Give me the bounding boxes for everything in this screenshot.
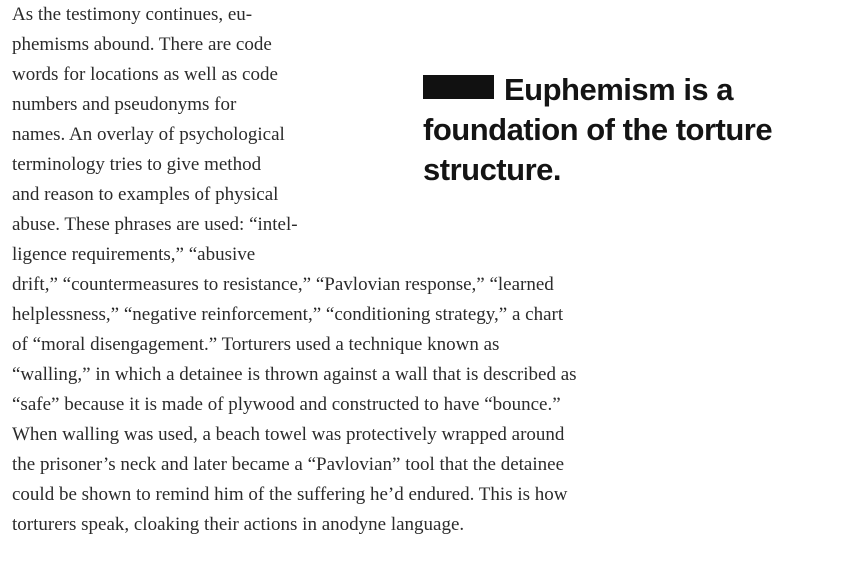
article-line: abuse. These phrases are used: “intel- [12, 214, 298, 235]
article-line: names. An overlay of psychological [12, 124, 285, 145]
article-line: drift,” “countermeasures to resistance,” “Pavlovian response,” “learned [12, 274, 554, 295]
article-line: helplessness,” “negative reinforcement,” “conditioning strategy,” a chart [12, 304, 564, 325]
article-line: words for locations as well as code [12, 64, 278, 85]
pull-quote-text-1: Euphemism is a [504, 72, 734, 107]
pull-quote [423, 70, 833, 190]
article-line: “safe” because it is made of plywood and constructed to have “bounce.” [12, 394, 561, 415]
article-line: When walling was used, a beach towel was protectively wrapped around [12, 424, 565, 445]
article-line: the prisoner’s neck and later became a “Pavlovian” tool that the detainee [12, 454, 565, 475]
redaction-bar [423, 75, 494, 99]
pull-quote-line-1 [423, 70, 833, 110]
article-line: of “moral disengagement.” Torturers used a technique known as [12, 334, 500, 355]
article-line: phemisms abound. There are code [12, 34, 272, 55]
pull-quote-line-3: structure. [423, 152, 561, 187]
article-line: and reason to examples of physical [12, 184, 279, 205]
article-line: terminology tries to give method [12, 154, 262, 175]
article-line: torturers speak, cloaking their actions in anodyne language. [12, 514, 465, 535]
article-line: numbers and pseudonyms for [12, 94, 237, 115]
article-line: “walling,” in which a detainee is thrown against a wall that is described as [12, 364, 577, 385]
pull-quote-line-2: foundation of the torture [423, 112, 773, 147]
article-line: could be shown to remind him of the suffering he’d endured. This is how [12, 484, 568, 505]
article-line: ligence requirements,” “abusive [12, 244, 256, 265]
article-line: As the testimony continues, eu- [12, 4, 253, 25]
